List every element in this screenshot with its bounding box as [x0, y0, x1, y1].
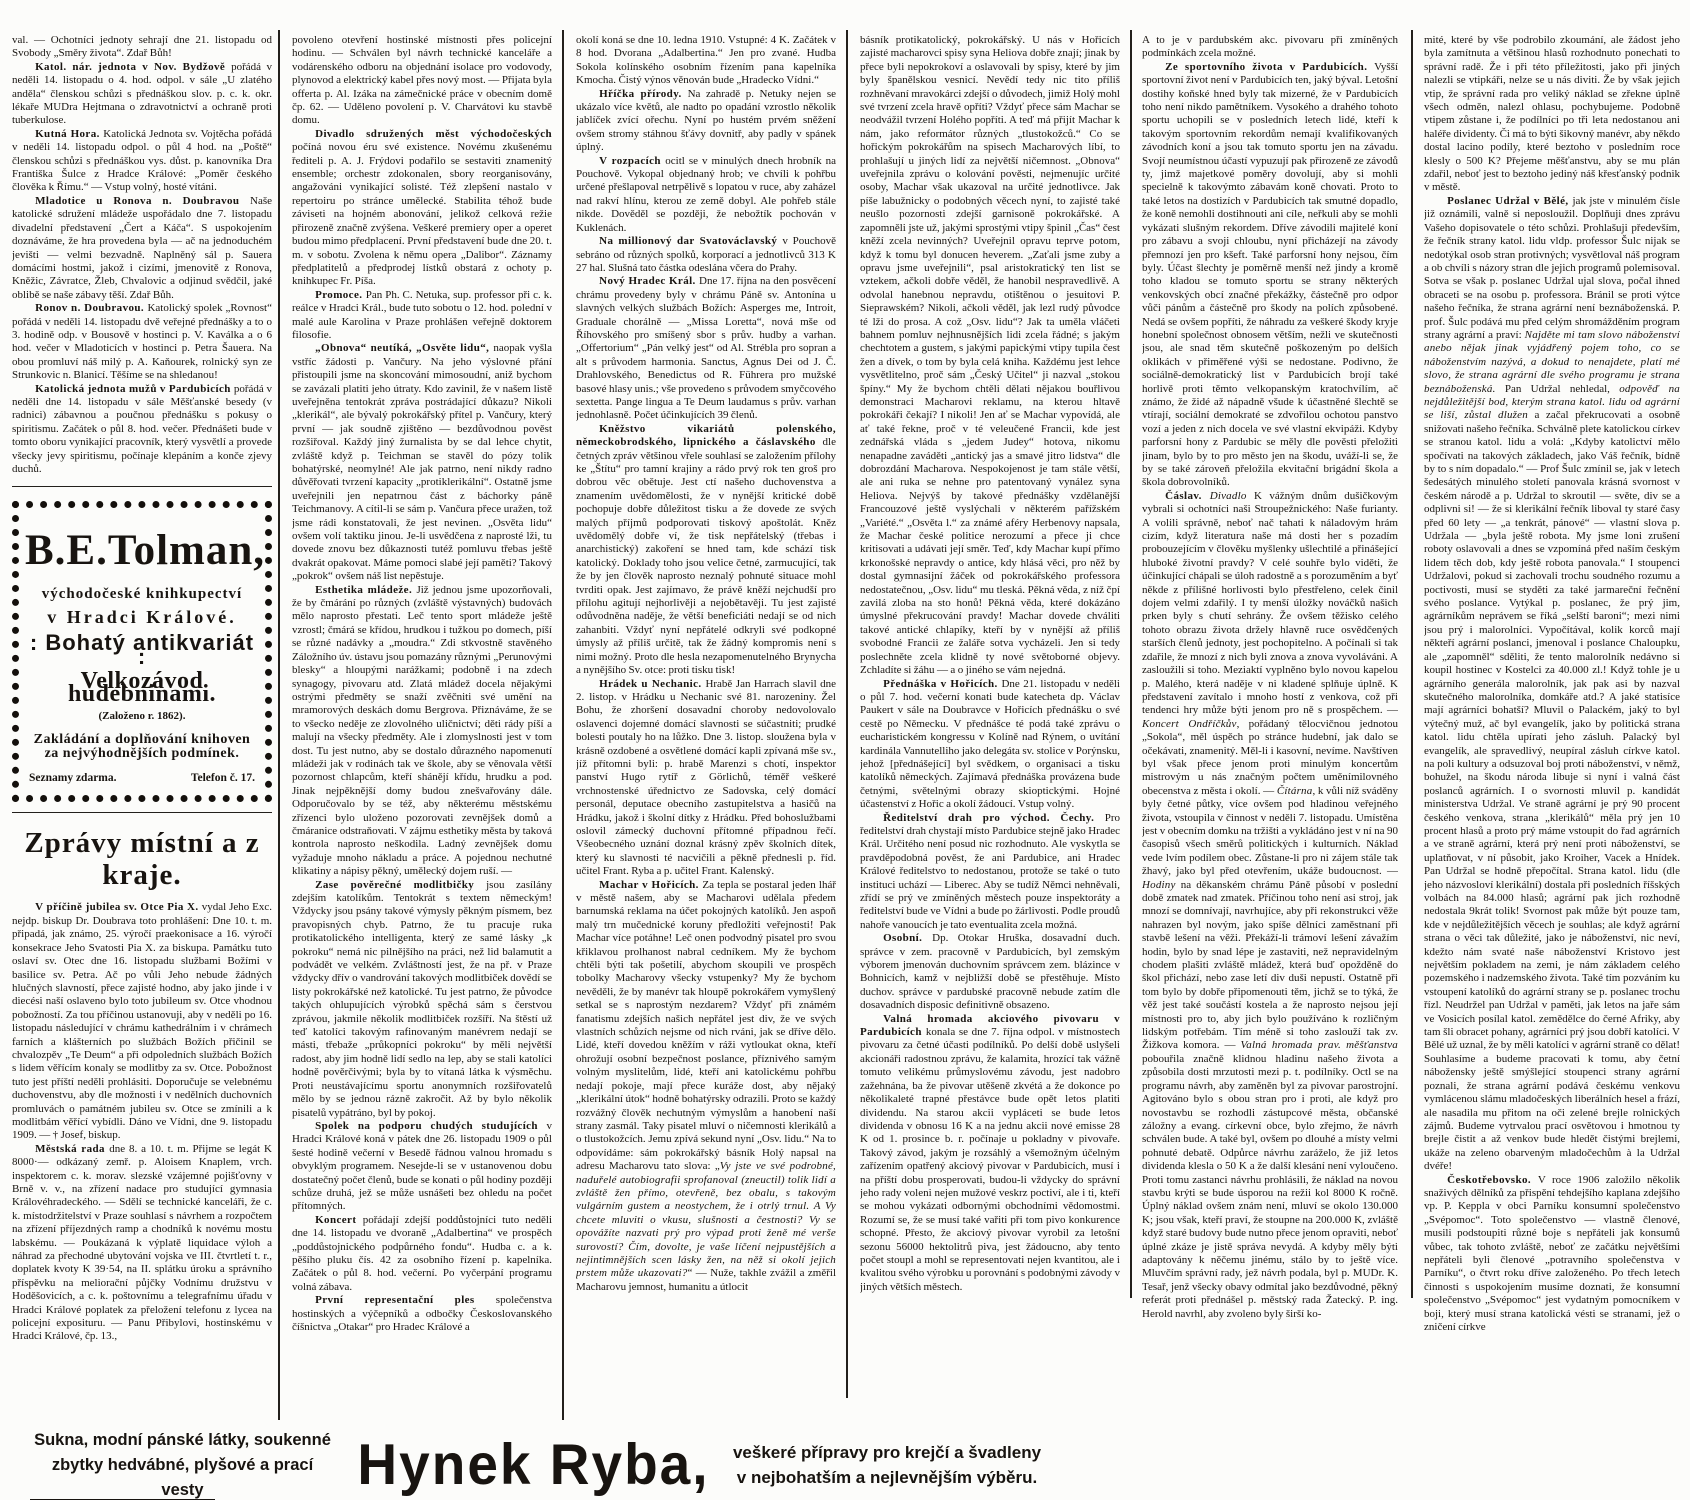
column-rule-4	[1130, 30, 1132, 1298]
column-6	[1424, 34, 1680, 1464]
hynek-ryba-ad	[30, 1430, 1042, 1500]
article: Katol. nár. jednota v Nov. Bydžově pořádá v neděli 14. listopadu o 4. hod. odpol. v sále „U zlatého anděla“ členskou schůzi s přednáškou slov. p. c. k. okr. lékaře MUDra Hejtmana o zdravotnictví a ochraně proti tuberkulose.	[12, 60, 272, 127]
article: Na millionový dar Svatováclavský v Pouchově sebráno od různých spolků, korporací a jednotlivců 313 K 27 hal. Slušná tato částka odeslána včera do Prahy.	[576, 235, 836, 274]
article-heading: Spolek na podporu chudých studujících	[315, 1119, 547, 1132]
article-heading: Mladotice u Ronova n. Doubravou	[35, 194, 250, 207]
section-heading-local-news: Zprávy místní a z kraje.	[24, 827, 260, 892]
article-heading: Osobní.	[883, 932, 933, 945]
article-heading: Promoce.	[315, 288, 366, 301]
column-6-articles	[1424, 34, 1680, 1334]
article-heading: Čáslav.	[1165, 489, 1210, 502]
tolman-ad-music-line: Velkozávod hudebninami.	[67, 668, 217, 708]
article-heading: Koncert	[315, 1213, 363, 1226]
article-heading: Katol. nár. jednota v Nov. Bydžově	[35, 60, 232, 73]
article: V příčině jubilea sv. Otce Pia X. vydal Jeho Exc. nejdp. biskup Dr. Doubrava toto prohlášení: Dne 10. t. m. připadá, jak známo, 25. výročí praekonisace a 16. výročí konsekrace Jeho Svatosti Pia X. za biskupa. Památku tuto oslaví sv. Otec dne 16. listopadu službami Božími v basilice sv. Petra. Ač po vůli Jeho nebude žádných hlučných slavností, přece zajisté hodno, aby jako jinde i v diecési naší oslaveno bylo toto jubileum sv. Otce vhodnou pobožností. Za tou příčinou ustanovuji, aby v neděli po 16. listopadu následující v chrámu kathedrálním i v chrámech farních a klášterních po službách Božích přičinil se chvalozpěv „Te Deum“ a při odpoledních službách Božích s lidem věřícím konaly se modlitby za sv. Otce. Pobožnost tuto jest příští neděli prohlásiti. Doporučuje se velebnému duchovenstvu, aby dle možnosti i v nedělních duchovních promluvách o památném jubileu sv. Otce se zmínili a k modlitbám věřící vybídli. Dáno ve Vídni, dne 9. listopadu 1909. — † Josef, biskup.	[12, 901, 272, 1142]
article-heading: Městská rada	[35, 1142, 110, 1155]
article-heading: Esthetika mládeže.	[315, 583, 417, 596]
article: Machar v Hořicích. Za tepla se postaral jeden lhář v městě našem, aby se Macharovi udělala předem barnumská reklama na účet pokojných katolíků. Jen aspoň malý trn mučednické koruny předložiti veřejnosti! Pak Machar více potáhne! Leč onen podvodný pisatel pro svou křiklavou prolhanost nabral cedníkem. My že bychom chtěli býti tak pošetilí, abychom skoupili ve prospěch tobolky Macharovy všecky vstupenky? My že bychom nevěděli, že by manévr tak hloupě pokrokářem vymyšlený setkal se s naprostým nezdarem? Vždyť při známém fanatismu zdejších našich nepřátel jest div, že ve svých vlastních schůzích nejsme od nich rváni, jak se dříve dělo. Lidé, kteří dovedou kněžím v ráži vytloukat okna, kteří ohrožují osobní bezpečnost poslance, příznivého samým volným myslitelům, lidé, kteří ani katolickému pohřbu nedají pokoje, mají přece kuráže dost, aby nějaký „klerikální útok“ hodně bohatýrsky odrazili. Proto se každý rozvážný člověk nechutným výmyslům a hanobení naší strany zasmál. Taky pisatel mluví o ničemnosti klerikálů a o tlustokožcích. Jemu zpívá sekund nyní „Osv. lidu.“ Na to odpovídáme: sám pokrokářský básník Holý napsal na adresu Macharovu tato slova: „Vy jste ve své podrobné, naduřelé autobiografii sprofanoval (zneuctil) tolik lidí a zvláště žen přímo, otevřeně, bez obalu, s takovým vulgárním gustem a neostychem, že i otrlý trnul. A Vy chcete mluviti o vkusu, slušnosti a čestnosti? Vy se opovážíte nazvati prý pro výpad proti ženě mé verše surovostí? Čím, dovolte, je vaše líčení nejpustějších a nejintimnějších scen lásky žen, na něž si okolí jejich prstem může ukazovati?“ — Nuže, takhle zvážil a změřil Macharovu jemnost, humanitu a útlocit	[576, 878, 836, 1293]
column-3-articles	[576, 34, 836, 1294]
article: Promoce. Pan Ph. C. Netuka, sup. professor při c. k. reálce v Hradci Král., bude tuto sobotu o 12. hod. polední v malé aule Karolina v Praze prohlášen veřejně doktorem filosofie.	[292, 288, 552, 341]
article: Ze sportovního života v Pardubicích. Vyšší sportovní život není v Pardubicích ten, jaký býval. Letošní dostihy koňské hned byly tak mizerné, že v Pardubicích toho není nikdo pamětníkem. Vysokého a drahého tohoto sportu uchopili se v posledních letech lidé, kteří k takovým sportovním rekordům nemají kvalifikovaných závodních koní a jsou tak tomuto sportu jen na závadu. Svojí neumístnou účastí vypuzují pak přirozeně ze závodů ty, jimž majetkové poměry dovolují, aby si mohli specielně k takovýmto zábavám koně chovati. Proto to také letos na dostizích v Pardubicích tak smutné dopadlo, že koně nemohli dostihnouti ani cíle, neřkuli aby se mohli vykázati slušným rekordem. Dříve závodili majitelé koní pro zábavu a svoji chloubu, nyní přicházejí na závody přemnozí jen pro kšeft. Také parforsní hony nejsou, čím byly. Účast šlechty je poměrně menší než jindy a kromě toho kladou se tomuto sportu se strany některých venkovských obcí značné překážky, částečně pro odpor vůči pánům a částečně pro škody na polích způsobené. Nedá se ovšem popříti, že náhradu za veškeré škody kryje honební společnost obnosem větším, nežli ve skutečnosti jsou, ale snad těm skutečně poškozeným po delších oklikách v přiměřené výši se nedostane. Podivno, že sociálně-demokratický list v Pardubicích brojí také horlivě proti těmto velkopanským kratochvílím, ač známo, že židé až nápadně všude k účastněné šlechtě se vtírají, sociální demokraté se zdvořilou ochotou panstvo vozí a jeden z nich docela ve své vlastní ekvipáži. Kdyby parforsní hony z Pardubic se měly dle pověsti přeložiti jinam, bylo by to pro město jen na škodu, uváží-li se, že by se také zároveň přeložila ekvitační brigádní škola a škola dobrovolníků.	[1142, 60, 1398, 489]
article: Přednáška v Hořicích. Dne 21. listopadu v neděli o půl 7. hod. večerní konati bude katecheta dp. Václav Paukert v sále na Doubravce v Hořicích přednášku o své cestě po Německu. V přednášce té podá také zprávu o eucharistickém kongressu v Kolíně nad Rýnem, o uvítání kardinála Vannutelliho jako delegáta sv. stolice v Porýnsku, jehož [přednášející] byl svědkem, o organisaci a tisku katolíků německých. Zajímavá přednáška provázena bude četnými, světelnými obrazy skioptickými. Hojné účastenství z Hořic a okolí žádoucí. Vstup volný.	[860, 677, 1120, 811]
column-rule-3	[846, 30, 848, 1398]
article-continuation: A to je v pardubském akc. pivovaru při zmíněných podmínkách zcela možné.	[1142, 34, 1398, 60]
column-rule-2	[562, 30, 564, 1420]
article: Koncert pořádají zdejší poddůstojníci tuto neděli dne 14. listopadu ve dvoraně „Adalbertina“ ve prospěch „poddůstojnického podpůrného fondu“. Hudba c. a k. pěšího pluku čís. 42 za osobního řízení p. kapelníka. Začátek o půl 8. hod. večerní. Po vyčerpání programu volná zábava.	[292, 1213, 552, 1293]
article: První representační ples společenstva hostinských a výčepníků a odbočky Českoslovanského číšnictva „Otakar“ pro Hradec Králové a	[292, 1294, 552, 1333]
article-continuation: básník protikatolický, pokrokářský. U nás v Hořicích zajisté macharovci spisy syna Heliova dobře znají; jinak by přece byli nepokrokoví a oslavovali by spisy, které by jim byly španělskou vesnicí. Nevědí tedy nic tito příliš rozhněvaní mravokárci zdejší o důvodech, jimiž Holý mohl své tvrzení zcela hravě opříti? Vždyť přece sám Machar se neodvážil tvrzení Holého popříti. A teď má přijít Machar k nám, jako reformátor různých „tlustokožců.“ Co se hořickým pokrokářům na spisech Macharových líbí, to prohlašují u jiných lidí za největší ničemnost. „Obnova“ uveřejnila zprávu o kolování pověsti, nejmenujíc určité osoby, Machar však ukazoval na určité jednotlivce. Jak píše labužnicky o podobných věcech nyní, to zajisté také neušlo pozornosti zdejší garnisoně pokrokářské. A zapomněli jste už, jakými sprostými vtipy špinil „Čas“ čest kněží zcela nevinných? Uveřejnil opravu teprve potom, když k tomu byl donucen heverem. „Zaťali jsme zuby a opravu jsme uveřejnili“, psal aristokratický ten list se vztekem, ačkoli dobře věděl, že hanobil nespravedlivě. A odvolal hanebnou nepravdu, otištěnou o jesuitovi P. Sieprawském? Nikoli, ačkoli věděl, jak lezl rudý původce té lži do prosa. A což „Osv. lidu“? Jak ta uměla vláčeti bahnem pomluv nejhnusnějších lidi zcela řádné; s jakým chechtotem a gustem, s jakými papickými vtipy tupila čest žen a dívek, o tom by byla celá kniha. Každému jest lehce vysvětlitelno, proč sám „Český Učitel“ ji nazval „stokou špíny.“ My že bychom chtěli dělati nějakou bouřlivou demonstraci Macharovi reklamu, na kterou hltavě pokrokáři čekají? I nikoli! Jen ať se Machar vypovídá, ale ať také řekne, proč v té veleučené Francii, kde jest zednářská vláda s „jedem Judey“ hotova, nikomu nenapadne zaváděti „antický jas a smavé jitro lidstva“ dle dobrozdání Macharova. Nespokojenost je tam stále větší, ale ani ruka se nehne pro patentovaný vynález syna Heliova. Nejvýš by takové přednášky vzdělanější Francouzové ještě vyslýchali v některém pařížském „Variété.“ „Osvěta l.“ za známé aféry Herbenovy napsala, že Machar české politice nerozumí a přece ji chce kritisovati a udávati její směr. Teď, kdy Machar kupí přímo krkonošské nepravdy o antice, kdy hlásá věci, pro něž by dostal gymnasijní žáček od pokrokářského professora nedostatečnou, „Osv. lidu“ mu tleská. Pěkná věda, z níž čpí zavilá zloba na sto honů! Pěkná věda, které dokázáno úmyslné překrucování pravdy! Machar dovede chváliti takové antické chlapíky, kteří by v nynější až příliš svobodné Francii ze žaláře sotva vycházeli. Jen si tedy poslechněte zcela klidně ty nové světoborné objevy. Zchladíte si žáhu — a o jiného se vám nejedná.	[860, 34, 1120, 677]
column-1-articles-top	[12, 34, 272, 476]
article-heading: Ředitelství drah pro východ. Čechy.	[883, 811, 1105, 824]
article: Nový Hradec Král. Dne 17. října na den posvěcení chrámu provedeny byly v chrámu Páně sv. Antonína u slavných velkých službách Božích: Asperges me, Introit, Graduale chorálně — „Missa Loretta“, nová mše od Říhovského pro smíšený sbor s prův. hudby a varhan. „Offertorium“ „Pán velký jest“ od Al. Strébla pro sopran a alt s průvodem harmonia. Sanctus, Agnus Dei od J. Č. Drahlovského, Benedictus od R. Führera pro mužské basové hlasy unis.; vše provedeno s průvodem smyčcového sextetta. Pange lingua a Te Deum laudamus s prův. varhan jednohlasně. Počet účinkujících 39 členů.	[576, 275, 836, 422]
column-2-articles	[292, 34, 552, 1334]
article-heading: V příčině jubilea sv. Otce Pia X.	[35, 901, 202, 914]
article: Kněžstvo vikariátů polenského, německobrodského, lipnického a čáslavského dle četných zpráv většinou vřele souhlasí se založením přílohy ke „Štítu“ pro tamní krajiny a rádo prvý rok ten groš pro dobrou věc obětuje. Jest ctí našeho duchovenstva a znamením uvědomělosti, že v nynější kritické době pochopuje dobře důležitost tisku a že dovede ze svých malých příjmů podporovati tiskový apoštolát. Kněz uvědomělý dobře ví, že tisk nepřátelský (třebas i anarchistický) zakoření se hned tam, kde schází tisk katolický. Doklady toho jsou velice četné, zarmucující, tak že by jen člověk naprosto neznalý pohnuté situace mohl tvrditi opak. Jest zajímavo, že právě kněží nejchudší pro přílohu agitují nejhorlivěji a nejobětavěji. Tu jest zajisté odůvodněna naděje, že větší beneficiáti nedají se od nich zahanbiti. Vždyť nyní nepřátelé odkryli své podkopné úmysly až příliš určitě, tak že žádný kompromis není s nimi možný. Proto dle hesla nezapomenutelného Brynycha a nynějšího Sv. otce: proti tisku tisk!	[576, 422, 836, 677]
tolman-ad-footer-row	[25, 772, 259, 785]
article-heading: Kutná Hora.	[35, 127, 104, 140]
article-heading: Poslanec Udržal v Bělé,	[1447, 194, 1573, 207]
column-rule-5	[1411, 30, 1413, 1298]
tolman-ad-founded-line: (Založeno r. 1862).	[98, 709, 186, 722]
hynek-ryba-ad-right-text	[732, 1440, 1042, 1490]
article-heading: Hříčka přírody.	[599, 87, 688, 100]
article-heading: Českotřebovsko.	[1447, 1173, 1538, 1186]
tolman-ad-city-line: v Hradci Králové.	[47, 606, 237, 627]
column-1	[12, 34, 272, 1420]
article: Kutná Hora. Katolická Jednota sv. Vojtěcha pořádá v neděli 14. listopadu odpol. o půl 4 hod. na „Poště“ členskou schůzi s přednáškou vys. důst. p. kanovníka Dra Františka Šulce z Hradce Králové: „Poměr českého člověka k Římu.“ — Vstup volný, hosté vítáni.	[12, 127, 272, 194]
column-5-articles	[1142, 34, 1398, 1321]
article-heading: Hrádek u Nechanic.	[599, 677, 706, 690]
hynek-ryba-ad-left-text	[30, 1430, 335, 1500]
article: Mladotice u Ronova n. Doubravou Naše katolické sdružení mládeže uspořádalo dne 7. listopadu divadelní představení „Čert a Káča“. S uspokojením doznáváme, že hra provedena byla — ač na jednoduchém jevišti — velmi bezvadně. Naplněný sál p. Sauera domácími hostmi, jakož i cizími, jmenovitě z Ronova, Kněžic, Závratce, Žleb, Chvalovic a odjinud svědčil, jaké oblibě se naše zábavy těší. Zdař Bůh.	[12, 194, 272, 301]
article-heading: Zase pověrečné modlitbičky	[315, 878, 487, 891]
article-heading: První representační ples	[315, 1294, 496, 1307]
column-5	[1142, 34, 1398, 1464]
article-heading: Ronov n. Doubravou.	[35, 302, 148, 315]
tolman-ad-antiquariat-line: : Bohatý antikvariát :	[29, 630, 255, 669]
article-heading: Na millionový dar Svatováclavský	[599, 235, 783, 248]
hynek-ryba-ad-right-line1: veškeré přípravy pro krejčí a švadleny	[732, 1443, 1042, 1462]
article: Ředitelství drah pro východ. Čechy. Pro ředitelství drah chystají místo Pardubice stejně jako Hradec Král. Určitého není posud nic rozhodnuto. Ale vyskytla se pravděpodobná pověst, že ani Pardubice, ani Hradec Králové ředitelstvo to nedostanou, protože se také o tuto instituci uchází — Liberec. Aby se tudíž Němci nehněvali, zřídí se prý ve zmíněných městech pouze inspektoráty a ředitelství bude ve Vídni a bude po žárlivosti. Podle proudů nahoře vanoucích je tato eventualita zcela možná.	[860, 811, 1120, 931]
tolman-ad-libraries-line2: za nejvýhodnějších podmínek.	[44, 745, 240, 761]
article: „Obnova“ neutíká, „Osvěte lidu“, naopak vyšla vstříc žádosti p. Vančury. Na jeho výslovné přání přistoupili jsme na skoncování mimosoudní, aniž bychom se zavázali platiti jeho útraty. Kdo zavinil, že v našem listě uveřejněna tentokrát zpráva postrádající důkazu? Nikoli „klerikál“, ale bývalý pokrokářský přítel p. Vančury, který první — jak soudně zjištěno — bezdůvodnou pověst rozšiřoval. Každý jiný žurnalista by se dal lehce chytit, zvláště když p. Teichman se stavěl do pózy tolik bohatýrské, neomylné! Ale jak patrno, není nikdy radno důvěřovati tvrzení kapacity „protiklerikální“. Ostatně jsme uveřejnili jen nepatrnou část z báchorky páně Teichmanovy. A cítil-li se sám p. Vančura přece uražen, tož jsme rádi konstatovali, že jest nevinen. „Osvěta lidu“ ovšem volí taktiku jinou. Je-li usvědčena z naprosté lži, tu dovede znovu bez důkaznosti tutéž pomluvu třebas ještě dvakrát opakovat. Máme pomoci slabé její paměti? Takový „pokrok“ ovšem náš list nepěstuje.	[292, 342, 552, 583]
article-heading: Ze sportovního života v Pardubicích.	[1165, 60, 1375, 73]
hynek-ryba-ad-left-line2: zbytky hedvábné, plyšové a prací vesty	[30, 1453, 335, 1500]
article: Zase pověrečné modlitbičky jsou zasílány zdejším katolíkům. Tentokrát s textem německým! Vždycky jsou psány takové výmysly pěkným písmem, bez pravopisných chyb. Patrno, že tu pracuje ruka protikatolického intelligenta, který ze samé lásky „k pokroku“ nemá nic pilnějšího na práci, než lid balamutit a podvádět ve velkém. Zvláštností jest, že na př. v Praze vždycky dřív o vandrování takových modlitbiček dovědí se listy pokrokářské než katolické. Tu jest patrno, že původce takých ohlupujících výrobků spěchá sám s čerstvou zprávou, jakmile několik modlitbiček rozšíří. Na štěstí už teď katolíci takovým rafinovaným manévrem nedají se másti, třebaže „průkopníci pokroku“ by měli největší radost, aby jim hodně lidí sedlo na lep, aby se stali katolíci hodně pověrčivými; byla by to vítaná látka k výsměchu. Proti neustávajícímu sportu anonymních rozšiřovatelů mělo by se jednou rázně zakročit. Až by bylo několik pisatelů vypátráno, byl by pokoj.	[292, 878, 552, 1119]
article-continuation: povoleno otevření hostinské místnosti přes policejní hodinu. — Schválen byl návrh technické kanceláře a vodárenského odboru na objednání isolace pro vodovody, plynovod a elektrický kabel přes nový most. — Přijata byla offerta p. Al. Izáka na zámečnické práce v obecním domě čp. 62. — Uděleno povolení p. V. Charvátovi ku stavbě domu.	[292, 34, 552, 127]
article-heading: Nový Hradec Král.	[599, 275, 700, 288]
article: Poslanec Udržal v Bělé, jak jste v minulém čísle již oznámili, valně si neposloužil. Doplňuji dnes zprávu Vašeho dopisovatele o této schůzi. Prohlašuji především, že řečník strany katol. lidu vldp. professor Šulc nijak se nedotýkal osob stran protivných; vysvětloval náš program a ob chvíli s názory stran dle jejich programů polemisoval. Sotva se však p. poslanec Udržal ujal slova, počal ihned obraceti se na osobu p. professora. Bránil se proti výtce našeho řečníka, že strana agrární není beznáboženská. P. prof. Šulc podává mu před celým shromážděním program strany agrární a praví: Najděte mi tam slovo náboženství anebo nějak jinak vyjádřený pojem toho, co se náboženstvím nazývá, a dokud to nenajdete, platí mé slovo, že strana agrární dle svého programu je strana beznáboženská. Pan Udržal nehledal, odpověď na nejdůležitější bod, kterým strana katol. lidu od agrární se liší, zůstal dlužen a začal překrucovati a osobně snižovati našeho řečníka. Schválně plete katolickou církev se stranou katol. lidu a volá: „Kdyby katolictví mělo spočívati na takových základech, jako Váš řečník, bídně by to s ním dopadalo.“ — Prof Šulc zmínil se, jak v letech šedesátých minulého století panovala krásná svornost v českém národě a p. Udržal to skroutil — světe, div se a odplivni si! — že si klerikální řečník liboval ty staré časy před 60 lety — „a tenkrát, pánové“ — vlastní slova p. Udržala — „byla ještě robota. My jsme loni zrušení roboty oslavovali a dnes se vzpomíná před naším českým lidem těch dob, kdy ještě robota panovala.“ I stoupenci Udržalovi, pokud si zachovali trochu soudného rozumu a poctivosti, musí se styděti za také jarmareční řečnění svého poslance. Vytýkal p. poslanec, že prý jim, agrárníkům neprávem se říká „selští baroni“; mezi nimi jsou prý i malorolníci. Vypočítával, kolik korců mají někteří agrární poslanci, jmenoval i poslance Chaloupku, ale „zapomněl“ sděliti, že tento malorolník nedávno si koupil hostinec v Kostelci za 40.000 zl.! Když tohle je u agrárního generála malorolník, jak pak asi by nazval skutečného malorolníka, domkáře atd.? A jaké statisíce mají agrárníci bohatší? Mluvil o Palackém, jaký to byl výtečný muž, ač byl evangelík, jako by politická strana katol. lidu chtěla upírati jeho zásluh. Palacký byl evangelík, ale spravedlivý, neupíral zásluh církve katol. na poli kultury a odsuzoval boj proti náboženství, v němž, bohužel, na škodu národa libuje si nyní i valná část poslanců agrárních. I o svornosti mluvil p. kandidát ministerstva Udržal. Ve straně agrární je prý 90 procent českého venkova, strana „klerikálů“ měla prý jen 10 procent hlasů a proto prý máme vstoupit do řad agrárních a ve straně agrární, která prý není proti náboženství, se uplatňovat, v ní působit, jako Kroiher, Vacek a Hnídek. Pan Udržal se hodně přepočítal. Strana katol. lidu (dle jeho názvosloví klerikální) dostala při posledních říšských volbách na 84.000 hlasů; agrární pak jich rozhodně nedostala 9krát tolik! Svornost pak může být pouze tam, kde v nejdůležitějších věcech je souhlas; ale když agrární strana o věci tak důležité, jako je náboženství, nic neví, kdežto nám svaté naše náboženství Kristovo jest největším pokladem na zemi, je nám základem celého pozemského i nadzemského života. Také tím pozváním ku vstoupení katolíků do agrární strany se p. poslanec trochu řízl. Neudržel pan Udržal v paměti, jak letos na jaře sám ve Vosicích posílal katol. zemědělce do černé Afriky, aby tam šli obracet pohany, agrárníci prý jsou dobří katolíci. V Bělé už uznal, že by měli katolíci v agrární straně co dělat! Souhlasíme a budeme pracovati k tomu, aby četní nábožensky ještě smýšlející stoupenci strany agrární poznali, že strana agrární podává českému venkovu vymlácenou slámu mladočeských liberálních hesel a frází, ale nasadila mu přitom na oči zelené brejle rolnických zájmů. Budeme vytrvalou prací osvětovou i hmotnou ty brejle čistit a až venkov bude hledět čistými brejlemi, ukáže na zeleno obarveným mladočechům à la Udržal dvéře!	[1424, 194, 1680, 1173]
article: Spolek na podporu chudých studujících v Hradci Králové koná v pátek dne 26. listopadu 1909 o půl šesté hodině večerní v Besedě řádnou valnou hromadu s obvyklým programem. Nesejde-li se v ustanovenou dobu dostatečný počet členů, bude se konati o půl hodiny později schůze druhá, jež se může usnášeti bez ohledu na počet přítomných.	[292, 1119, 552, 1213]
hynek-ryba-ad-name: Hynek Ryba,	[357, 1431, 710, 1497]
article-heading: „Obnova“ neutíká, „Osvěte lidu“,	[315, 342, 494, 355]
article-heading: Přednáška v Hořicích.	[883, 677, 1002, 690]
article: Osobní. Dp. Otokar Hruška, dosavadní duch. správce v zem. pracovně v Pardubicích, byl zemským výborem jmenován duchovním správcem zem. blázince v Bohnicích, kamž v nejbližší době se přestěhuje. Místo duchov. správce v pardubské pracovně nebude zatím dle dosavadních disposic definitivně obsazeno.	[860, 932, 1120, 1012]
article: Českotřebovsko. V roce 1906 založilo několik snaživých dělníků za přispění tehdejšího kaplana zdejšího vp. P. Keppla v obci Parníku konsumní společenstvo „Svépomoc“. Toto společenstvo — vlastně členové, musili podstoupiti různé boje s nepřáteli jak konsumů vůbec, tak tohoto zvláště, neboť ze začátku největšími nepřáteli byli členové „potravního společenstva v Parníku“, o čtvrt roku dříve založeného. Po třech letech činnosti s uspokojením musíme doznati, že konsumní společenstvo „Svépomoc“ jest vydatným pomocníkem v boji, který musí strana katolická vésti se stranami, jež o zničení církve	[1424, 1173, 1680, 1333]
hynek-ryba-ad-left-line1: Sukna, modní pánské látky, soukenné	[34, 1430, 331, 1449]
article-heading: Kněžstvo vikariátů polenského, německobrodského, lipnického a čáslavského	[576, 422, 836, 449]
article: Ronov n. Doubravou. Katolický spolek „Rovnost“ pořádá v neděli 14. listopadu dvě veřejné přednášky a to o 3. hodině odp. v Bousově v hostinci p. V. Kaválka a o 6 hod. večer v Mladoticích v hostinci p. Petra Šauera. Na obou promluví náš milý p. A. Kaňourek, rolnický syn ze Strunkovic n. Blanicí. Těšíme se na shledanou!	[12, 302, 272, 382]
column-4	[860, 34, 1120, 1464]
article-continuation: okolí koná se dne 10. ledna 1910. Vstupné: 4 K. Začátek v 8 hod. Dvorana „Adalbertina.“ Jen pro zvané. Hudba Sokola kolínského osobním řízením pana kapelníka Kmocha. Čistý výnos věnován bude „Hradecko Vídni.“	[576, 34, 836, 87]
rule-above-tolman-ad	[12, 486, 272, 487]
article: Katolická jednota mužů v Pardubicích pořádá v neděli dne 14. listopadu v sále Měšťanské besedy (v radnici) zábavnou a poučnou přednášku s pokusy o spiritismu. Začátek o půl 8. hod. večer. Přednášeti bude v tomto oboru vynikající pracovník, který vysvětlí a provede všecky jevy spiritismu, počínaje klepáním a konče zjevy duchů.	[12, 382, 272, 475]
tolman-ad-libraries-line1: Zakládání a doplňování knihoven	[33, 732, 251, 748]
tolman-ad-telephone: Telefon č. 17.	[190, 772, 255, 785]
article: Hrádek u Nechanic. Hrabě Jan Harrach slavil dne 2. listop. v Hrádku u Nechanic své 81. narozeniny. Žel Bohu, že zhoršení dosavadní choroby nedovolovalo oslavenci dojemné domácí slavnosti se súčastniti; prudké bolesti poutaly ho na lůžko. Dne 3. listop. sloužena byla v krásně ozdobené a osvětlené domácí kapli zpívaná mše sv., jíž přítomni byli: p. hrabě Marenzi s chotí, inspektor panství Hugo rytíř z Görlichů, téměř veškeré vrchnostenské úřednictvo ze Sadovska, celý domácí personál, deputace obecního zastupitelstva a hasičů na Hrádku, jakož i školní dítky z Hrádku. Před bohoslužbami oslovil zámecký duchovní přítomné případnou řečí. Všeobecného uznání doznal krásný zpěv školních dítek, který ku slavnosti té nacvičili a pěkně přednesli p. říd. učitel Frant. Ryba a p. učitel Frant. Kalenský.	[576, 677, 836, 878]
article: Hříčka přírody. Na zahradě p. Netuky nejen se ukázalo více květů, ale nadto po opadání vzrostlo několik jablíček zvící ořechu. Nyní po hustém prvém sněžení ovšem stromy stáhnou šťávy dovnitř, aby padly v spánek úplný.	[576, 87, 836, 154]
article-heading: Katolická jednota mužů v Pardubicích	[35, 382, 234, 395]
article: Valná hromada akciového pivovaru v Pardubicích konala se dne 7. října odpol. v místnostech pivovaru za četné účasti podílníků. Po delší době uslyšeli akcionáři radostnou zprávu, že kalamita, hrozící tak vážně tomuto velikému průmyslovému závodu, jest nadobro zažehnána, ba že pivovar utěšeně zkvétá a že dokonce po několikaleté trapné přestávce bude opět letos platiti dividendu. Na starou akcii vypláceti se bude letos dividenda v obnosu 16 K a na jednu akcii nové emisse 28 K od 1. prosince b. r. počínaje u pokladny v pivovaře. Takový závod, jakým je rozsáhlý a všemožným účelným zařízením opatřený akciový pivovar v Pardubicích, musí i na příští dobu prosperovati, budou-li vždycky do správní jeho rady voleni nejen mužové veskrz poctiví, ale i ti, kteří se mohou vykázati odbornými obchodními vědomostmi. Rozumí se, že se musí také vařiti při tom pivo konkurence schopné. Přesto, že akciový pivovar vyrobil za letošní sezonu 56000 hektolitrů piva, jest žádoucno, aby tento počet stoupl a mohl se representovati nejen kvantitou, ale i kvalitou svého výrobku u porovnání s podobnými závody v jiných větších městech.	[860, 1012, 1120, 1293]
article: Městská rada dne 8. a 10. t. m. Přijme se legát K 8000·— odkázaný zemř. p. Aloisem Knaplem, vrch. inspektorem c. k. morav. slezské vzájemné pojišťovny v Brně v. v., na zřízení nadace pro studující gymnasia Královéhradeckého. — Sdělí se technické kanceláři, že c. k. místodržitelství v Praze souhlasí s návrhem a rozpočtem na zřízení příjezdných ramp a chodníků k novému mostu labskému. — Poukázaná k výplatě liquidace výloh a náhrad za přechodné ubytování vojska ve III. čtvrtletí t. r., doplatek kvoty K 39·54, na II. splátku úroku a správního příspěvku na meliorační půjčky Vodnímu družstvu v Hoděšovicích, a c. k. poštovnímu a telegrafnímu úřadu v Hradci Králové poplatek za přeložení telefonu z lycea na policejní exposituru. — Panu Přibylovi, hostinskému v Hradci Králové, čp. 13.,	[12, 1142, 272, 1343]
column-4-articles	[860, 34, 1120, 1294]
article: V rozpacích ocitl se v minulých dnech hrobník na Pouchově. Vykopal objednaný hrob; ve chvíli k pohřbu určené přešlapoval netrpělivě s lopatou v ruce, aby zaházel nad rakví hlínu, kterou ze země dobyl. Ale pohřeb stále nikde. Dověděl se později, že nebožtík pochován v Kuklenách.	[576, 154, 836, 234]
tolman-ad-catalogs: Seznamy zdarma.	[29, 772, 117, 785]
tolman-ad-name: B.E.Tolman,	[25, 527, 266, 575]
article-heading: Divadlo sdružených měst východočeských	[315, 127, 552, 140]
hynek-ryba-ad-right-line2: v nejbohatším a nejlevnějším výběru.	[736, 1468, 1038, 1487]
article-continuation: val. — Ochotníci jednoty sehrají dne 21. listopadu od Svobody „Směry života“. Zdař Bůh!	[12, 34, 272, 60]
column-rule-1	[278, 30, 280, 1420]
article: Divadlo sdružených měst východočeských počíná novou éru své existence. Novému zkušenému řediteli p. A. J. Frýdovi podařilo se sestaviti znamenitý ensemble; orchestr zdokonalen, sbory reorganisovány, angažováni vynikající solisté. Též zlepšení nastalo v repertoiru po stránce umělecké. Stabilita téhož bude záviseti na hojném abonování, jelikož celková režie přirozeně značně zvýšena. Veškeré premiery oper a operet budou mimo předplacení. První představení bude dne 20. t. m. v sobotu. Zvolena k němu opera „Dalibor“. Záznamy předplatitelů a předprodej lístků obstará z ochoty p. knihkupec Fr. Píša.	[292, 127, 552, 288]
rule-below-tolman-ad	[12, 812, 272, 813]
column-1-articles-bottom	[12, 901, 272, 1343]
article: Esthetika mládeže. Již jednou jsme upozorňovali, že by čmárání po různých (zvláště výstavných) budovách mělo naprosto přestati. Leč tento sport mládeže ještě vzrostl; čmárá se křídou, hrudkou i tužkou po domech, píší se různé nadávky a „moudra.“ Zdi stkvostně stavěného Záložního úv. ústavu jsou pomazány různými „Perunovými blesky“ a hloupými narážkami; podobně i na zdech synagogy, pivovaru atd. Zlatá mládež docela nějakými ostrými předměty se snaží zvěčniti své umění na mramorových deskách domu Bergrova. Přiznáváme, že se to všecko neděje ze zlovolného uličnictví; děti rády píší a malují na všecky předměty. Ale i zlomyslnosti jest v tom dost. Tu jest nutno, aby se dostalo důrazného napomenutí mládeži jak v rodinách tak ve škole, aby se věnovala větší pozornost chlapcům, kteří shánějí křídu, hrudku a pod. Jinak nejpěknější domy budou znešvařovány dále. Odporučovalo by se též, aby některému městskému zřízenci bylo uloženo pozorovati zevnějšek domů a čmáranice odstraňovati. V zájmu esthetiky města by taková kontrola naprosto neškodila. Ladný zevnějšek domu vyžaduje mnoho nákladu a práce. A pojednou nechutné klikatiny a nápisy pěkný, umělecký dojem ruší. —	[292, 583, 552, 878]
article-heading: V rozpacích	[599, 154, 666, 167]
article-heading: Machar v Hořicích.	[599, 878, 703, 891]
tolman-ad	[12, 501, 272, 802]
tolman-ad-bookshop-line: východočeské knihkupectví	[41, 586, 243, 603]
column-2	[292, 34, 552, 1420]
article-continuation: mité, které by vše podrobilo zkoumání, ale žádost jeho byla zamítnuta a většinou hlasů rozhodnuto ponechati to správní radě. Že i při této příležitosti, jako při jiných nalezli se vtipkáři, nelze se u nás diviti. Že by však jejich vtip, že správní rada pro veliký náklad se zřekne úplně všech odměn, nalezl ohlasu, pochybujeme. Podobně vtipem zůstane i, že podílníci po tři leta nedostanou ani haléře dividenty. Či má to býti šikovný manévr, aby někdo dostal lacino podíly, které beztoho v posledním roce klesly o 500 K? Přejeme měšťanstvu, aby se mu plán zdařil, neboť jest to beztoho jediný náš křesťanský podnik v městě.	[1424, 34, 1680, 194]
article: Čáslav. Divadlo K vážným dnům dušičkovým vybrali si ochotníci naši Stroupežnického: Naše furianty. A volili správně, neboť nač tahati k náladovým hrám cizím, když literatura naše má dosti her s pozadím probouzejícím v člověku myšlenky ušlechtilé a přinášející hluboké životní pravdy? V celé souhře bylo viděti, že účinkující chápali se úloh radostně a s porozuměním a byť někde z přílišné horlivosti bylo přestřeleno, celek činil dojem velmi zdařilý. I ty menší úložky nováčků našich prken byly s chutí sehrány. Že ovšem těžisko celého tohoto obrazu života držely hlavně ruce osvědčených starších členů jednoty, jest pochopitelno. A počínali si tak zdařile, že mnozí z nich byli znova a znova vyvoláváni. A zasloužili si toho. Meziaktí vyplněno bylo novou kapelou p. Malého, která naděje v ni kladené splňuje úplně. K představení zavítalo i mnoho hostí z venkova, což při tendenci hry může býti jenom pro ně s prospěchem. — Koncert Ondříčkův, pořádaný tělocvičnou jednotou „Sokola“, měl úspěch po stránce hudební, jak dalo se očekávati, znamenitý. Měl-li i kasovní, nevíme. Navštíven byl však přece jenom proti minulým koncertům mistrovým u nás značným počtem uměnímilovného obecenstva z města i okolí. — Čítárna, k vůli níž sváděny byly četné půtky, více ovšem pod hladinou veřejného života, vstoupila v činnost v neděli 7. listopadu. Umístěna jest v obecním domku na tržišti a vykládáno jest v ní na 90 časopisů všech směrů politických i kulturních. Náklad vede lvím podílem obec. Zůstane-li pro ni zájem stále tak žhavý, jako byl před otevřením, ukáže budoucnost. — Hodiny na děkanském chrámu Páně působí v poslední době zmatek nad zmatek. Příčinou toho není asi stroj, jak mnozí se domnívají, navrhujíce, aby při rekonstrukci věže nahrazen byl novým, jako spíše dělníci zaměstnaní při stavbě lešení na věži. Překáží-li trámoví lešení závažím hodin, bylo by snad lépe je zastaviti, než nepravidelným chodem plašiti zvláště mládež, která buď opožděně do škol přichází, nebo zase letí div duši nepustí. Ostatně při tom bylo by dobře připomenouti těm, jichž se to týká, že věž jest také součástí kostela a že naprosto nejsou její místnosti pro to, aby jich bylo používáno k rozličným lidským potřebám. Tím méně si toho zaslouží tak zv. Žižkova komora. — Valná hromada prav. měšťanstva pobouřila značně klidnou hladinu našeho života a způsobila dosti mrzutosti mezi p. t. podílníky. Octl se na programu návrh, aby zaměněn byl za pivovar parostrojní. Agitováno bylo s obou stran pro i proti, ale když pro novostavbu se rozhodli zástupcové města, občanské záložny a evang. církevní obce, bylo zřejmo, že návrh schválen bude. A také byl, ovšem po dlouhé a místy velmi pohnuté debatě. Odpůrce návrhu zaráželo, že již letos dividenda klesla o 50 K a že další klesání není vyloučeno. Proti tomu zastanci návrhu prohlásili, že náklad na novou stavbu krýti se bude úsporou na režii kol 8000 K ročně. Úplný náklad ovšem znám není, mluví se okolo 130.000 K; jsou však, kteří praví, že stoupne na 200.000 K, zvláště když staré budovy bude nutno přece jenom opraviti, neboť úplné zkáze je jistě správa nevydá. A kdyby měly býti adaptovány k něčemu jinému, stálo by to ještě více. Mluvčím správní rady, jež návrh podala, byl p. MUDr. K. Tesař, jenž všecky obavy odmítal jako bezdůvodné, pěkný referát proti přednášel p. městský rada Žatecký. P. ing. Herold navrhl, aby zvoleno byly širší ko-	[1142, 489, 1398, 1320]
column-3	[576, 34, 836, 1394]
article-heading: Valná hromada akciového pivovaru v Pardubicích	[860, 1012, 1120, 1039]
